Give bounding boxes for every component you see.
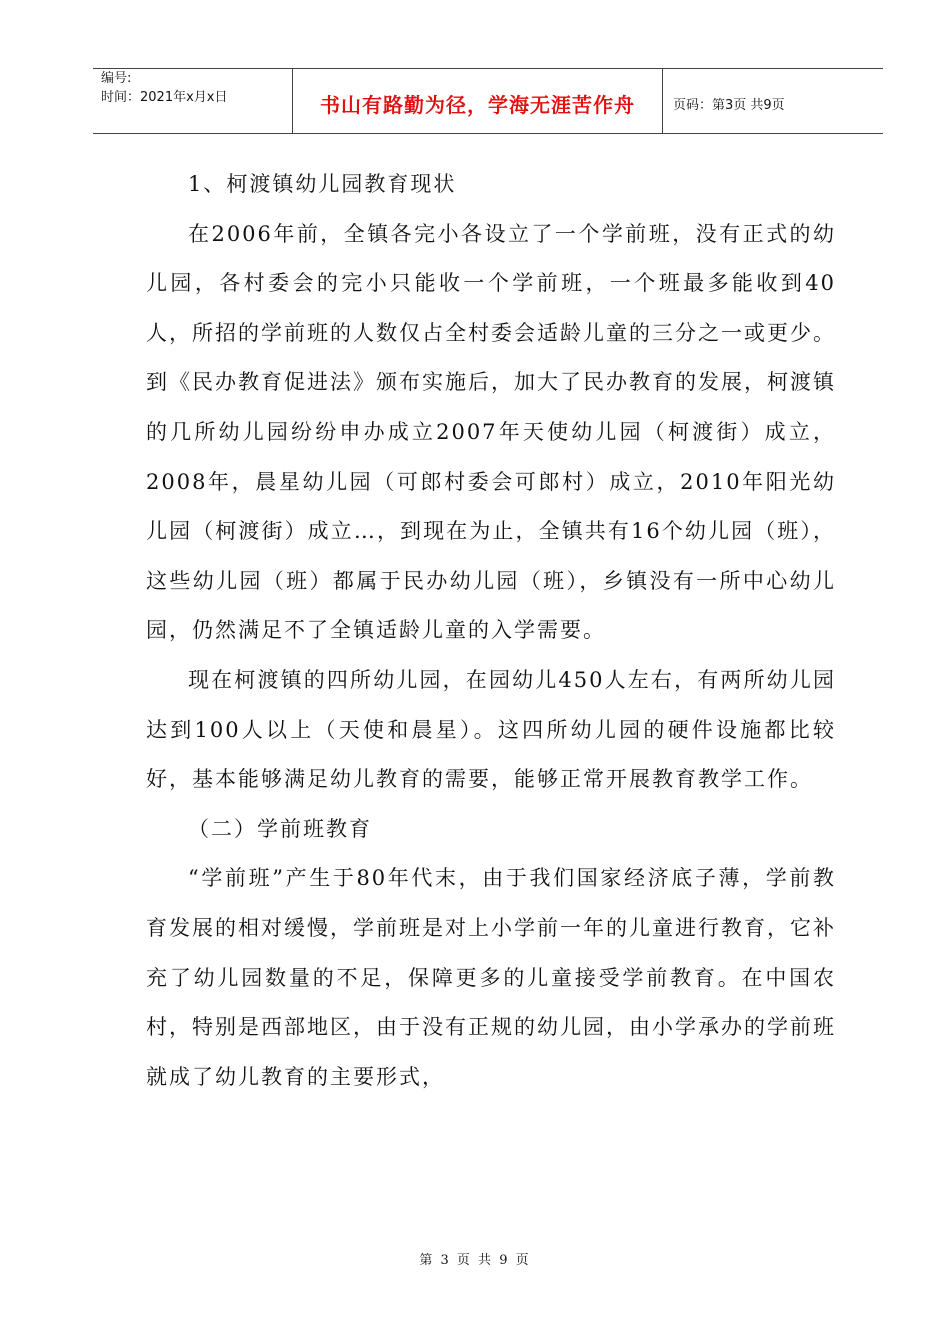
section-heading: （二）学前班教育 [188,816,372,841]
section-heading: 1、柯渡镇幼儿园教育现状 [188,172,457,196]
header-motto-cell [293,69,663,133]
body-paragraph: 在2006年前，全镇各完小各设立了一个学前班，没有正式的幼儿园，各村委会的完小只能收一个学前班，一个班最多能收到40人，所招的学前班的人数仅占全村委会适龄儿童的三分之一或更少。到《民办教育促进法》颁布实施后，加大了民办教育的发展，柯渡镇的几所幼儿园纷纷申办成立2007年天使幼儿园（柯渡街）成立，2008年，晨星幼儿园（可郎村委会可郎村）成立，2010年阳光幼儿园（柯渡街）成立…，到现在为止，全镇共有16个幼儿园（班），这些幼儿园（班）都属于民办幼儿园（班），乡镇没有一所中心幼儿园，仍然满足不了全镇适龄儿童的入学需要。 [146,221,836,643]
body-paragraph: 现在柯渡镇的四所幼儿园，在园幼儿450人左右，有两所幼儿园达到100人以上（天使和晨星）。这四所幼儿园的硬件设施都比较好，基本能够满足幼儿教育的需要，能够正常开展教育教学工作。 [146,667,836,792]
document-header [93,68,883,134]
header-page-info: 页码：第3页 共9页 [673,98,785,113]
page-footer: 第 3 页 共 9 页 [419,1253,531,1268]
document-body [146,160,836,1102]
header-meta-cell [93,69,293,133]
document-number-label: 编号: [101,71,132,86]
document-time-label: 时间：2021年x月x日 [101,90,228,105]
body-paragraph: “学前班”产生于80年代末，由于我们国家经济底子薄，学前教育发展的相对缓慢，学前班是对上小学前一年的儿童进行教育，它补充了幼儿园数量的不足，保障更多的儿童接受学前教育。在中国农村，特别是西部地区，由于没有正规的幼儿园，由小学承办的学前班就成了幼儿教育的主要形式， [146,866,836,1089]
header-page-cell [663,69,883,133]
header-motto: 书山有路勤为径，学海无涯苦作舟 [320,93,635,117]
